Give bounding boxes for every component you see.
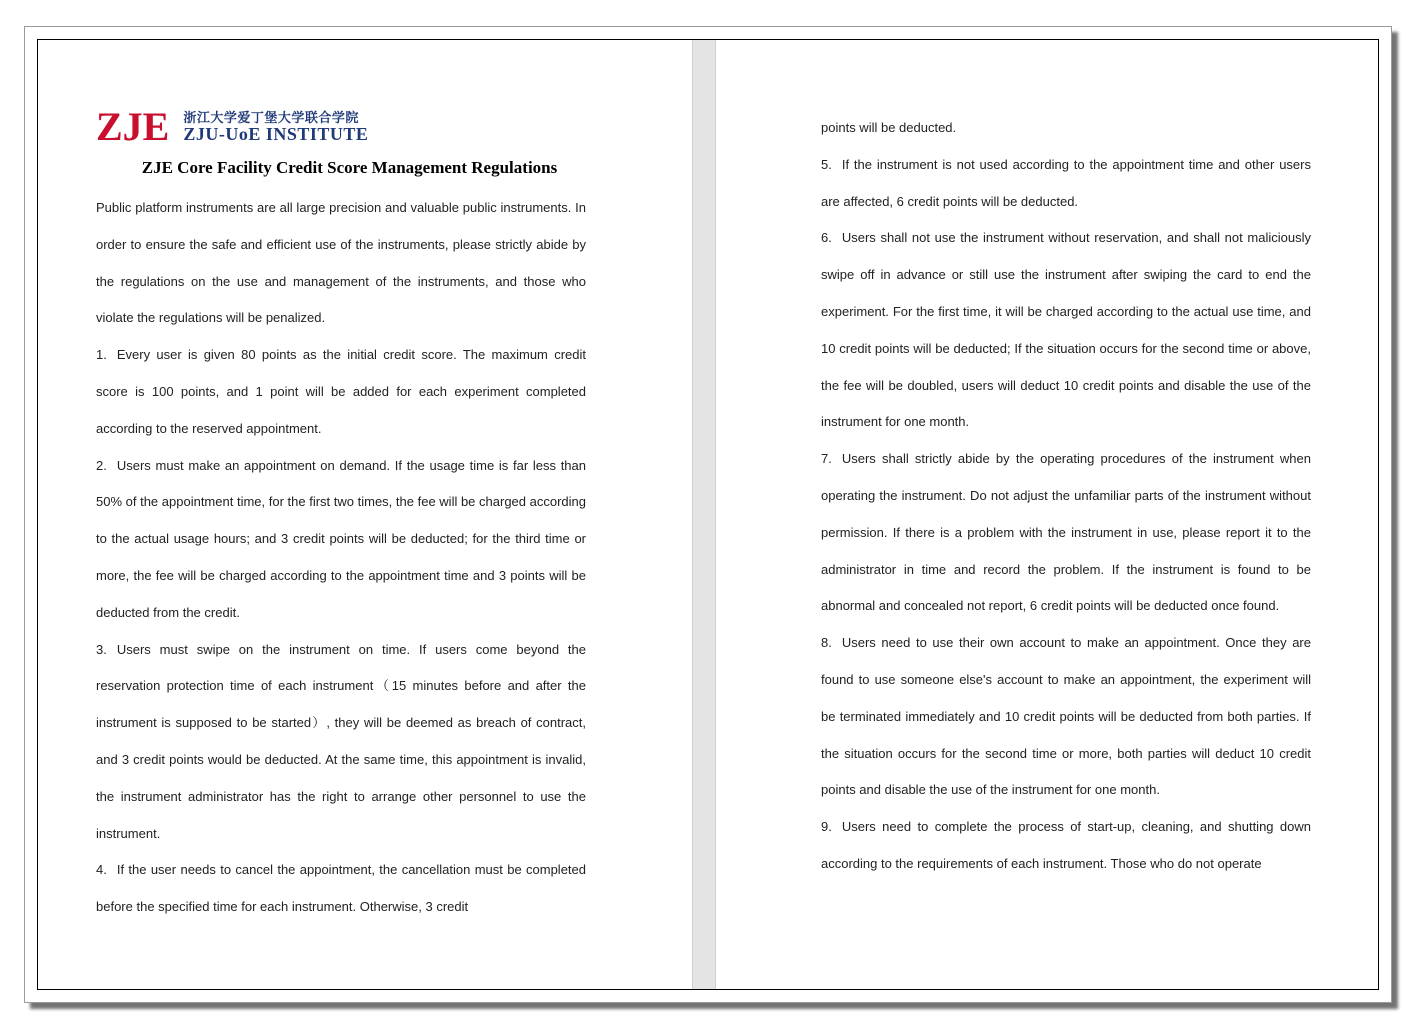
item-text: Users need to complete the process of start-up, cleaning, and shutting down according to the requirements of each instrument. Those who do not operate [821, 819, 1311, 871]
logo-text [183, 110, 368, 144]
regulation-item-7 [821, 441, 1311, 625]
item-number: 1. [96, 347, 107, 363]
page-gutter [692, 40, 716, 989]
item-number: 9. [821, 819, 832, 835]
item-text: Every user is given 80 points as the initial credit score. The maximum credit score is 100 points, and 1 point will be added for each experiment completed according to the reserved appointment. [96, 347, 586, 436]
logo-mark: ZJE [96, 104, 170, 149]
intro-paragraph: Public platform instruments are all large precision and valuable public instruments. In order to ensure the safe and efficient use of the instruments, please strictly abide by the regulations on the use and management of the instruments, and those who violate the regulations will be penalized. [96, 200, 586, 326]
item-text: If the instrument is not used according to the appointment time and other users are affected, 6 credit points will be deducted. [821, 156, 1311, 209]
zje-logo [96, 104, 369, 149]
item-number: 5. [821, 156, 832, 172]
regulation-item-9 [821, 809, 1311, 883]
item-text: Users must make an appointment on demand. If the usage time is far less than 50% of the appointment time, for the first two times, the fee will be charged according to the actual usage hours; and 3 credit points will be deducted; for the third time or more, the fee will be charged according to the appointment time and 3 points will be deducted from the credit. [96, 457, 586, 620]
regulation-item-1 [96, 337, 586, 447]
item-text: Users must swipe on the instrument on time. If users come beyond the reservation protection time of each instrument（15 minutes before and after the instrument is supposed to be started）, they will be deemed as breach of contract, and 3 credit points would be deducted. At the same time, this appointment is invalid, the instrument administrator has the right to arrange other personnel to use the instrument. [96, 641, 586, 841]
document-spread [37, 39, 1379, 990]
document-title: ZJE Core Facility Credit Score Management Regulations [141, 158, 558, 177]
item-number: 4. [96, 862, 107, 878]
item-number: 6. [821, 230, 832, 246]
regulation-item-2 [96, 448, 586, 632]
regulation-item-4-continued: points will be deducted. [821, 120, 957, 135]
item-number: 3. [96, 641, 107, 657]
page-1-body [96, 190, 586, 926]
logo-english-name: ZJU-UoE INSTITUTE [183, 124, 369, 144]
item-number: 7. [821, 451, 832, 467]
regulation-item-3 [96, 632, 586, 853]
page-2-body [821, 110, 1311, 883]
regulation-item-8 [821, 625, 1311, 809]
regulation-item-5 [821, 147, 1311, 221]
document-frame [24, 26, 1392, 1003]
item-number: 2. [96, 457, 107, 473]
item-text: Users shall strictly abide by the operating procedures of the instrument when operating the instrument. Do not adjust the unfamiliar parts of the instrument without permission. If there is a problem with the instrument in use, please report it to the administrator in time and record the problem. If the instrument is found to be abnormal and concealed not report, 6 credit points will be deducted once found. [821, 451, 1311, 614]
page-1 [38, 40, 692, 989]
item-text: Users need to use their own account to make an appointment. Once they are found to use someone else's account to make an appointment, the experiment will be terminated immediately and 10 credit points will be deducted from both parties. If the situation occurs for the second time or more, both parties will deduct 10 credit points and disable the use of the instrument for one month. [821, 635, 1311, 798]
item-text: Users shall not use the instrument without reservation, and shall not maliciously swipe off in advance or still use the instrument after swiping the card to end the experiment. For the first time, it will be charged according to the actual use time, and 10 credit points will be deducted; If the situation occurs for the second time or above, the fee will be doubled, users will deduct 10 credit points and disable the use of the instrument for one month. [821, 230, 1311, 430]
regulation-item-6 [821, 220, 1311, 441]
regulation-item-4 [96, 852, 586, 926]
item-number: 8. [821, 635, 832, 651]
logo-chinese-name: 浙江大学爱丁堡大学联合学院 [183, 110, 359, 125]
page-2 [715, 40, 1378, 989]
item-text: If the user needs to cancel the appointment, the cancellation must be completed before the specified time for each instrument. Otherwise, 3 credit [96, 862, 586, 915]
